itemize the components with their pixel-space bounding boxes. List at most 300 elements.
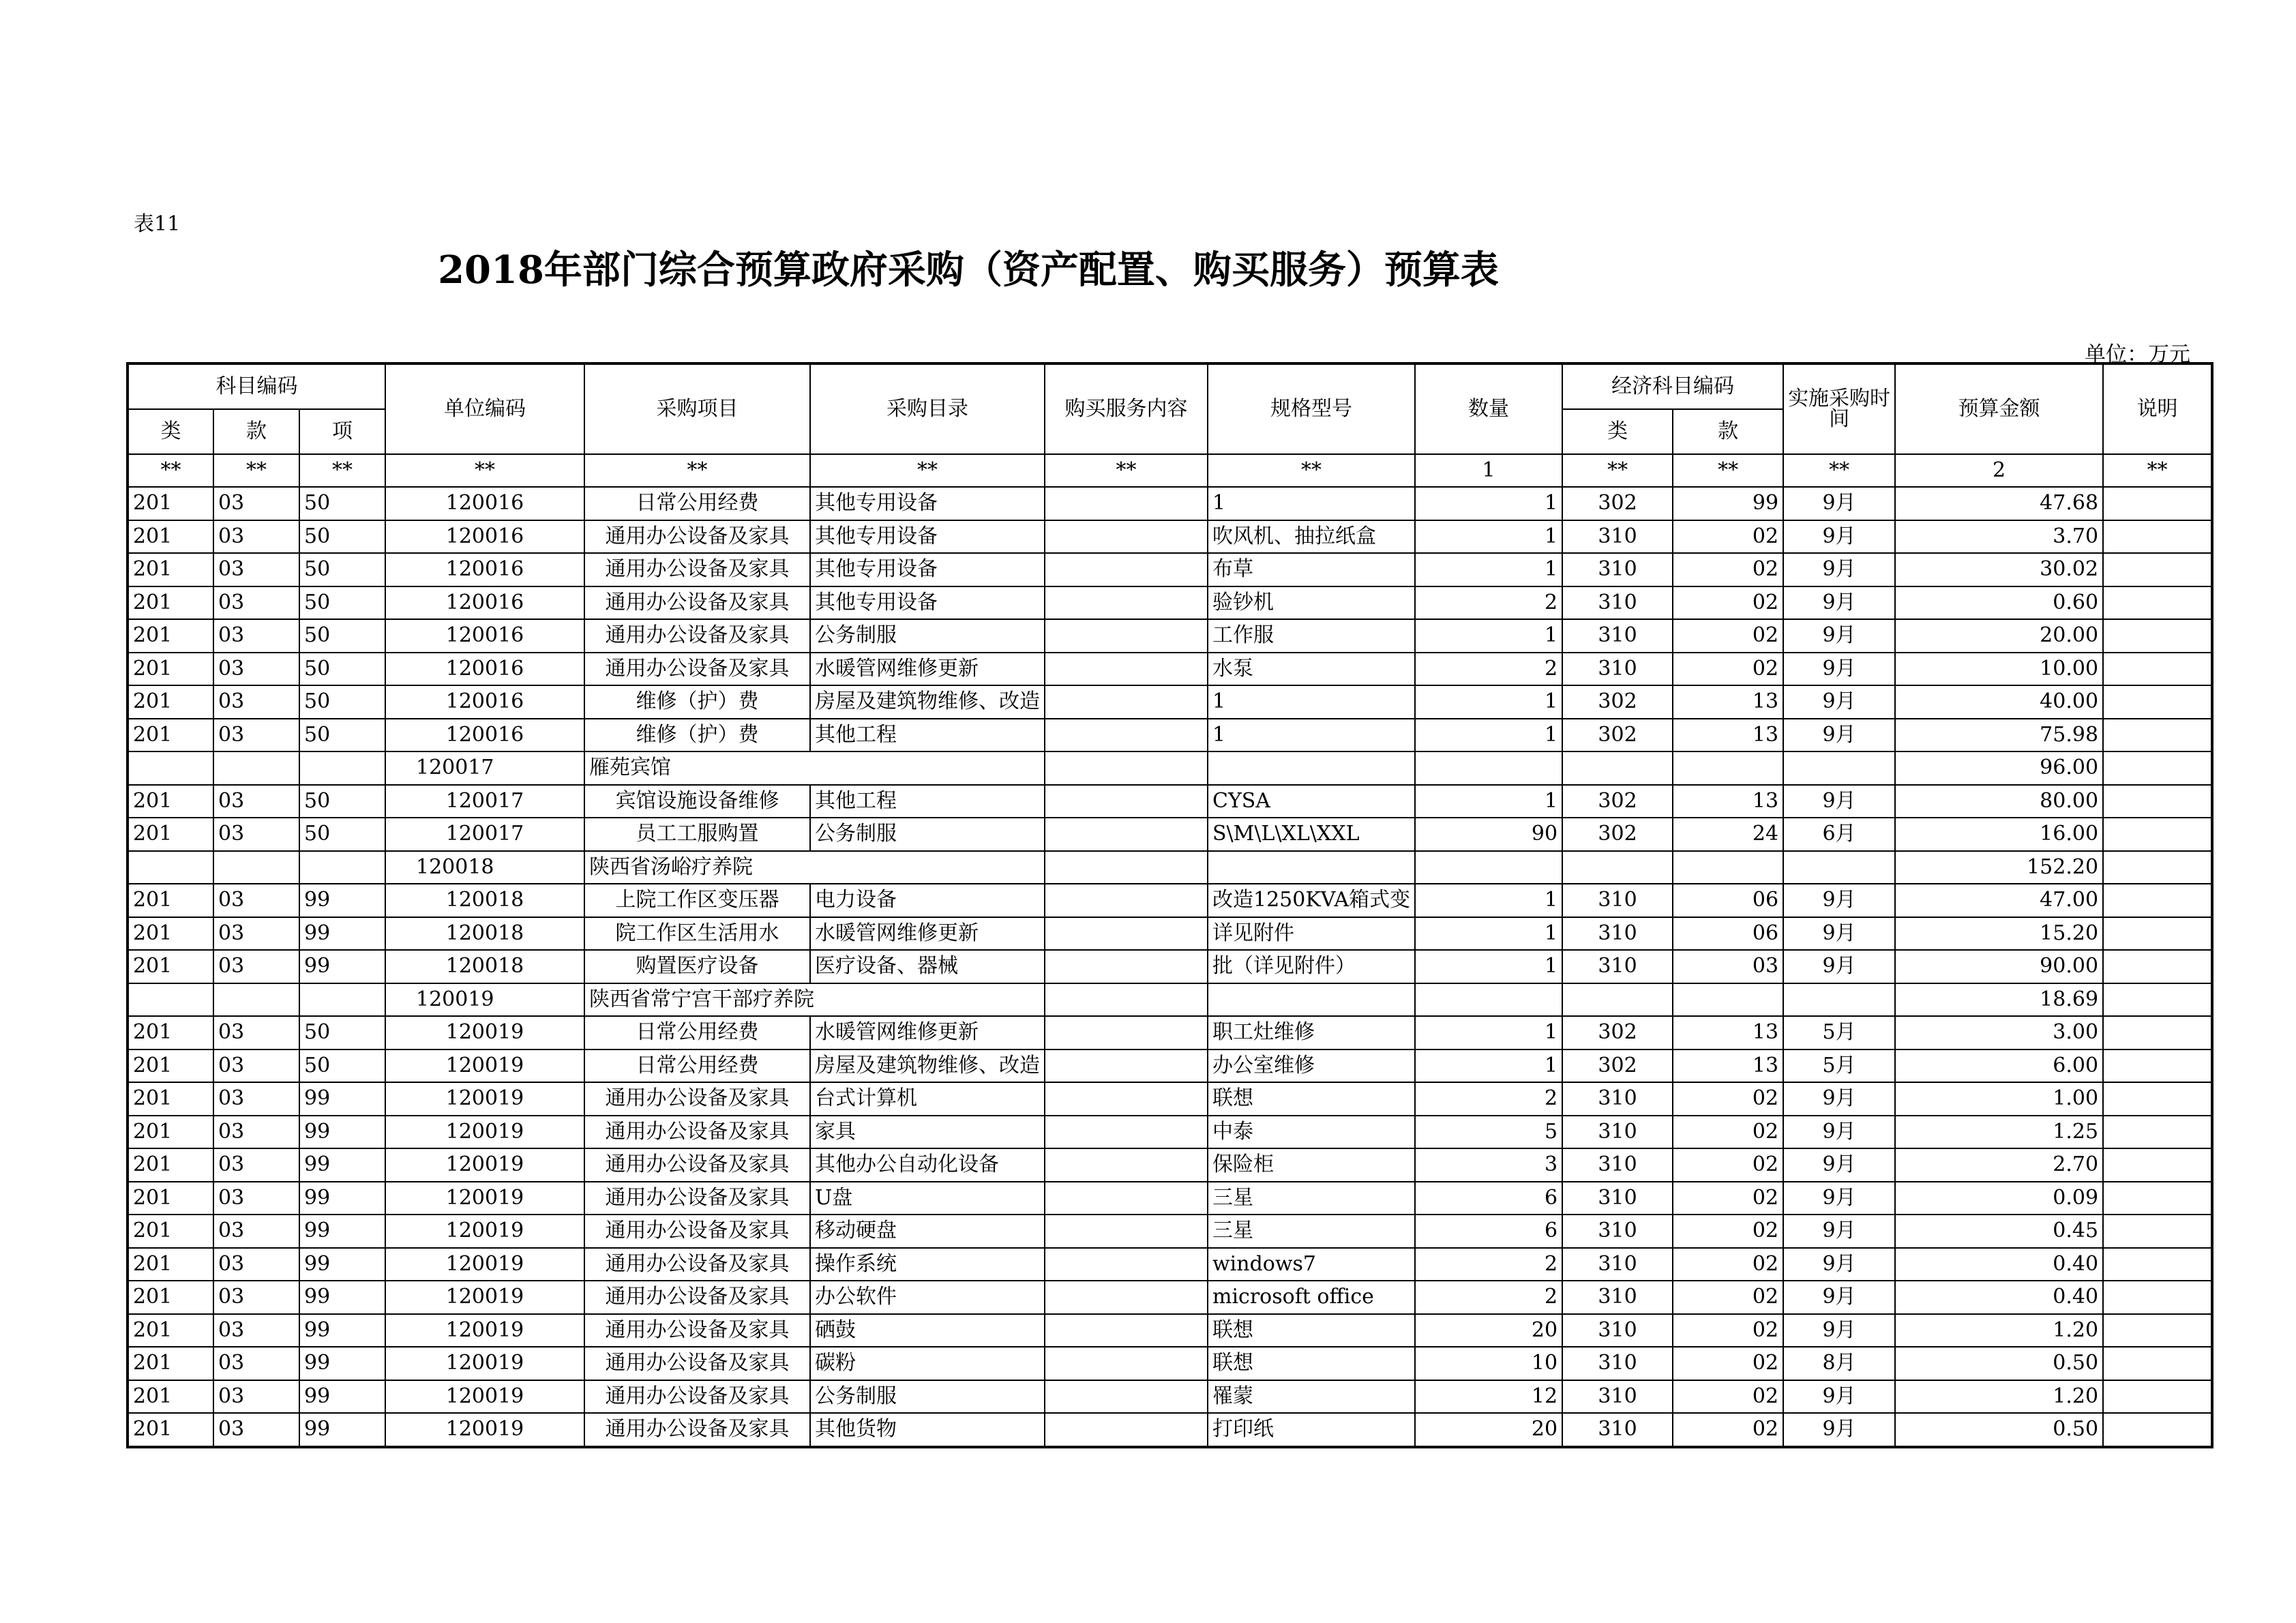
cell-xiang: 99	[299, 884, 385, 917]
cell-econ-lei: 310	[1562, 586, 1673, 620]
cell-kuan: 03	[213, 553, 299, 586]
cell-purchase-item: 通用办公设备及家具	[584, 1347, 810, 1380]
cell-budget-amount: 1.20	[1895, 1380, 2103, 1414]
marker-cell: **	[2103, 454, 2212, 487]
cell-empty	[128, 983, 213, 1017]
cell-spec-model: 办公室维修	[1208, 1049, 1415, 1083]
cell-xiang: 99	[299, 1215, 385, 1248]
cell-kuan: 03	[213, 719, 299, 752]
cell-service-content	[1045, 719, 1208, 752]
cell-spec-model: 水泵	[1208, 653, 1415, 686]
cell-lei: 201	[128, 1215, 213, 1248]
cell-purchase-catalog: 其他办公自动化设备	[810, 1148, 1045, 1182]
cell-implement-time: 9月	[1783, 520, 1895, 554]
group-unit-name: 陕西省汤峪疗养院	[584, 851, 1045, 884]
header-econ-lei: 类	[1562, 409, 1673, 454]
marker-row	[128, 454, 2212, 487]
cell-purchase-catalog: 水暖管网维修更新	[810, 653, 1045, 686]
cell-service-content	[1045, 653, 1208, 686]
cell-implement-time: 9月	[1783, 950, 1895, 983]
table-row	[128, 917, 2212, 951]
cell-quantity: 2	[1415, 586, 1562, 620]
cell-econ-lei: 310	[1562, 1182, 1673, 1215]
header-note: 说明	[2103, 363, 2212, 454]
cell-econ-kuan: 02	[1673, 1347, 1783, 1380]
cell-lei: 201	[128, 1049, 213, 1083]
cell-kuan: 03	[213, 1148, 299, 1182]
cell-purchase-item: 维修（护）费	[584, 719, 810, 752]
cell-budget-amount: 0.60	[1895, 586, 2103, 620]
cell-xiang: 99	[299, 1413, 385, 1447]
cell-service-content	[1045, 1082, 1208, 1116]
group-total-amount: 96.00	[1895, 751, 2103, 785]
cell-budget-amount: 0.40	[1895, 1281, 2103, 1314]
cell-xiang: 99	[299, 1182, 385, 1215]
cell-purchase-catalog: 电力设备	[810, 884, 1045, 917]
page-title: 2018年部门综合预算政府采购（资产配置、购买服务）预算表	[438, 248, 1499, 293]
cell-econ-lei: 302	[1562, 685, 1673, 719]
cell-service-content	[1045, 1016, 1208, 1049]
table-row	[128, 1248, 2212, 1281]
cell-service-content	[1045, 1314, 1208, 1347]
cell-spec-model: 中泰	[1208, 1116, 1415, 1149]
cell-econ-lei: 310	[1562, 950, 1673, 983]
cell-purchase-catalog: 水暖管网维修更新	[810, 1016, 1045, 1049]
cell-quantity: 1	[1415, 1016, 1562, 1049]
cell-empty	[1415, 851, 1562, 884]
header-xiang: 项	[299, 409, 385, 454]
cell-service-content	[1045, 1116, 1208, 1149]
cell-kuan: 03	[213, 1215, 299, 1248]
cell-purchase-item: 宾馆设施设备维修	[584, 785, 810, 818]
cell-econ-kuan: 02	[1673, 1248, 1783, 1281]
cell-unit-code: 120019	[385, 1347, 584, 1380]
table-row	[128, 487, 2212, 520]
cell-spec-model: 保险柜	[1208, 1148, 1415, 1182]
cell-xiang: 50	[299, 487, 385, 520]
cell-purchase-item: 通用办公设备及家具	[584, 1380, 810, 1414]
header-service-content: 购买服务内容	[1045, 363, 1208, 454]
cell-service-content	[1045, 950, 1208, 983]
cell-kuan: 03	[213, 1380, 299, 1414]
cell-lei: 201	[128, 1182, 213, 1215]
cell-quantity: 1	[1415, 917, 1562, 951]
cell-budget-amount: 1.25	[1895, 1116, 2103, 1149]
cell-purchase-item: 上院工作区变压器	[584, 884, 810, 917]
budget-table	[126, 362, 2213, 1448]
cell-purchase-item: 员工工服购置	[584, 818, 810, 851]
cell-kuan: 03	[213, 950, 299, 983]
cell-quantity: 6	[1415, 1215, 1562, 1248]
cell-empty	[2103, 983, 2212, 1017]
cell-econ-kuan: 02	[1673, 619, 1783, 653]
marker-cell: **	[128, 454, 213, 487]
cell-quantity: 1	[1415, 719, 1562, 752]
cell-econ-kuan: 02	[1673, 1148, 1783, 1182]
cell-econ-lei: 310	[1562, 1248, 1673, 1281]
cell-xiang: 50	[299, 553, 385, 586]
cell-unit-code: 120016	[385, 619, 584, 653]
group-unit-code: 120019	[385, 983, 584, 1017]
cell-note	[2103, 1248, 2212, 1281]
cell-purchase-catalog: 其他工程	[810, 719, 1045, 752]
cell-note	[2103, 520, 2212, 554]
group-total-amount: 18.69	[1895, 983, 2103, 1017]
cell-service-content	[1045, 685, 1208, 719]
cell-econ-kuan: 02	[1673, 1281, 1783, 1314]
cell-note	[2103, 1281, 2212, 1314]
cell-unit-code: 120018	[385, 950, 584, 983]
cell-lei: 201	[128, 950, 213, 983]
cell-purchase-catalog: 水暖管网维修更新	[810, 917, 1045, 951]
cell-econ-lei: 310	[1562, 1380, 1673, 1414]
cell-purchase-catalog: 医疗设备、器械	[810, 950, 1045, 983]
marker-cell: **	[1783, 454, 1895, 487]
table-row	[128, 1148, 2212, 1182]
cell-purchase-item: 通用办公设备及家具	[584, 1082, 810, 1116]
cell-spec-model: 罹蒙	[1208, 1380, 1415, 1414]
header-econ-code: 经济科目编码	[1562, 363, 1783, 409]
cell-note	[2103, 785, 2212, 818]
cell-budget-amount: 3.00	[1895, 1016, 2103, 1049]
cell-empty	[299, 851, 385, 884]
cell-econ-kuan: 02	[1673, 653, 1783, 686]
cell-note	[2103, 1116, 2212, 1149]
cell-kuan: 03	[213, 1248, 299, 1281]
cell-econ-lei: 302	[1562, 719, 1673, 752]
cell-empty	[1045, 751, 1208, 785]
cell-kuan: 03	[213, 487, 299, 520]
cell-quantity: 2	[1415, 653, 1562, 686]
cell-purchase-item: 日常公用经费	[584, 1016, 810, 1049]
cell-unit-code: 120018	[385, 917, 584, 951]
cell-lei: 201	[128, 586, 213, 620]
header-budget-amount: 预算金额	[1895, 363, 2103, 454]
cell-quantity: 6	[1415, 1182, 1562, 1215]
cell-econ-kuan: 24	[1673, 818, 1783, 851]
cell-budget-amount: 3.70	[1895, 520, 2103, 554]
cell-econ-kuan: 02	[1673, 1082, 1783, 1116]
cell-quantity: 2	[1415, 1082, 1562, 1116]
cell-note	[2103, 719, 2212, 752]
cell-purchase-catalog: U盘	[810, 1182, 1045, 1215]
table-row	[128, 619, 2212, 653]
cell-service-content	[1045, 1148, 1208, 1182]
cell-xiang: 99	[299, 1116, 385, 1149]
cell-kuan: 03	[213, 1116, 299, 1149]
marker-cell: **	[299, 454, 385, 487]
marker-cell: **	[1045, 454, 1208, 487]
cell-lei: 201	[128, 1082, 213, 1116]
cell-purchase-item: 通用办公设备及家具	[584, 586, 810, 620]
table-row	[128, 1347, 2212, 1380]
cell-service-content	[1045, 619, 1208, 653]
cell-kuan: 03	[213, 1413, 299, 1447]
cell-purchase-catalog: 硒鼓	[810, 1314, 1045, 1347]
cell-note	[2103, 653, 2212, 686]
marker-cell: **	[385, 454, 584, 487]
marker-cell: **	[810, 454, 1045, 487]
cell-purchase-item: 通用办公设备及家具	[584, 1314, 810, 1347]
cell-service-content	[1045, 487, 1208, 520]
cell-empty	[1562, 851, 1673, 884]
table-row	[128, 586, 2212, 620]
cell-note	[2103, 1347, 2212, 1380]
cell-empty	[1208, 751, 1415, 785]
header-subject-code: 科目编码	[128, 363, 385, 409]
cell-econ-lei: 310	[1562, 653, 1673, 686]
cell-kuan: 03	[213, 586, 299, 620]
cell-lei: 201	[128, 553, 213, 586]
cell-kuan: 03	[213, 1314, 299, 1347]
cell-note	[2103, 1016, 2212, 1049]
cell-lei: 201	[128, 719, 213, 752]
cell-empty	[213, 751, 299, 785]
cell-purchase-item: 通用办公设备及家具	[584, 1182, 810, 1215]
cell-empty	[1783, 751, 1895, 785]
cell-lei: 201	[128, 1281, 213, 1314]
cell-quantity: 1	[1415, 487, 1562, 520]
header-spec-model: 规格型号	[1208, 363, 1415, 454]
cell-implement-time: 9月	[1783, 1281, 1895, 1314]
cell-unit-code: 120019	[385, 1148, 584, 1182]
cell-purchase-catalog: 其他货物	[810, 1413, 1045, 1447]
cell-econ-kuan: 02	[1673, 553, 1783, 586]
cell-budget-amount: 80.00	[1895, 785, 2103, 818]
cell-purchase-item: 通用办公设备及家具	[584, 1248, 810, 1281]
header-quantity: 数量	[1415, 363, 1562, 454]
cell-budget-amount: 6.00	[1895, 1049, 2103, 1083]
cell-spec-model: 1	[1208, 719, 1415, 752]
cell-empty	[299, 751, 385, 785]
cell-kuan: 03	[213, 785, 299, 818]
cell-implement-time: 9月	[1783, 586, 1895, 620]
cell-econ-lei: 310	[1562, 1215, 1673, 1248]
cell-quantity: 1	[1415, 619, 1562, 653]
cell-implement-time: 9月	[1783, 1116, 1895, 1149]
cell-note	[2103, 1182, 2212, 1215]
cell-note	[2103, 553, 2212, 586]
cell-budget-amount: 0.50	[1895, 1347, 2103, 1380]
cell-implement-time: 9月	[1783, 1380, 1895, 1414]
cell-empty	[213, 983, 299, 1017]
cell-econ-lei: 302	[1562, 487, 1673, 520]
header-purchase-catalog: 采购目录	[810, 363, 1045, 454]
cell-purchase-item: 通用办公设备及家具	[584, 653, 810, 686]
cell-empty	[1673, 983, 1783, 1017]
cell-spec-model: 1	[1208, 685, 1415, 719]
cell-budget-amount: 40.00	[1895, 685, 2103, 719]
cell-econ-kuan: 03	[1673, 950, 1783, 983]
cell-budget-amount: 15.20	[1895, 917, 2103, 951]
cell-xiang: 50	[299, 818, 385, 851]
marker-cell: 1	[1415, 454, 1562, 487]
cell-budget-amount: 20.00	[1895, 619, 2103, 653]
cell-note	[2103, 586, 2212, 620]
table-row	[128, 884, 2212, 917]
cell-service-content	[1045, 785, 1208, 818]
header-implement-time: 实施采购时间	[1783, 363, 1895, 454]
cell-service-content	[1045, 1413, 1208, 1447]
cell-econ-kuan: 13	[1673, 785, 1783, 818]
group-total-amount: 152.20	[1895, 851, 2103, 884]
cell-spec-model: 打印纸	[1208, 1413, 1415, 1447]
cell-purchase-item: 通用办公设备及家具	[584, 1413, 810, 1447]
cell-kuan: 03	[213, 818, 299, 851]
cell-note	[2103, 1380, 2212, 1414]
cell-kuan: 03	[213, 1016, 299, 1049]
cell-purchase-item: 通用办公设备及家具	[584, 1148, 810, 1182]
cell-budget-amount: 90.00	[1895, 950, 2103, 983]
cell-kuan: 03	[213, 653, 299, 686]
cell-econ-lei: 310	[1562, 1413, 1673, 1447]
cell-econ-kuan: 06	[1673, 917, 1783, 951]
table-row	[128, 1380, 2212, 1414]
cell-lei: 201	[128, 1413, 213, 1447]
cell-unit-code: 120019	[385, 1413, 584, 1447]
cell-purchase-catalog: 其他专用设备	[810, 586, 1045, 620]
cell-purchase-catalog: 房屋及建筑物维修、改造	[810, 685, 1045, 719]
cell-quantity: 20	[1415, 1413, 1562, 1447]
cell-quantity: 1	[1415, 785, 1562, 818]
table-row	[128, 520, 2212, 554]
cell-budget-amount: 47.68	[1895, 487, 2103, 520]
cell-implement-time: 9月	[1783, 1082, 1895, 1116]
cell-lei: 201	[128, 1016, 213, 1049]
cell-service-content	[1045, 818, 1208, 851]
cell-spec-model: 联想	[1208, 1314, 1415, 1347]
cell-xiang: 99	[299, 1082, 385, 1116]
cell-kuan: 03	[213, 685, 299, 719]
header-lei: 类	[128, 409, 213, 454]
cell-quantity: 3	[1415, 1148, 1562, 1182]
cell-econ-kuan: 02	[1673, 1215, 1783, 1248]
cell-econ-lei: 310	[1562, 1082, 1673, 1116]
cell-unit-code: 120019	[385, 1380, 584, 1414]
cell-implement-time: 9月	[1783, 1148, 1895, 1182]
cell-empty	[1045, 983, 1208, 1017]
cell-note	[2103, 1413, 2212, 1447]
cell-unit-code: 120017	[385, 785, 584, 818]
cell-empty	[128, 751, 213, 785]
cell-empty	[1208, 851, 1415, 884]
cell-service-content	[1045, 1248, 1208, 1281]
marker-cell: **	[213, 454, 299, 487]
cell-xiang: 50	[299, 1049, 385, 1083]
cell-unit-code: 120019	[385, 1314, 584, 1347]
table-row	[128, 1182, 2212, 1215]
group-row	[128, 751, 2212, 785]
cell-econ-kuan: 06	[1673, 884, 1783, 917]
table-row	[128, 1413, 2212, 1447]
marker-cell: 2	[1895, 454, 2103, 487]
table-row	[128, 818, 2212, 851]
cell-budget-amount: 0.40	[1895, 1248, 2103, 1281]
header-kuan: 款	[213, 409, 299, 454]
cell-spec-model: 1	[1208, 487, 1415, 520]
cell-service-content	[1045, 1347, 1208, 1380]
cell-quantity: 5	[1415, 1116, 1562, 1149]
cell-implement-time: 9月	[1783, 884, 1895, 917]
cell-lei: 201	[128, 1148, 213, 1182]
cell-lei: 201	[128, 1380, 213, 1414]
cell-note	[2103, 1049, 2212, 1083]
cell-empty	[1783, 983, 1895, 1017]
cell-lei: 201	[128, 785, 213, 818]
cell-implement-time: 9月	[1783, 1248, 1895, 1281]
cell-service-content	[1045, 553, 1208, 586]
cell-xiang: 50	[299, 653, 385, 686]
cell-econ-kuan: 02	[1673, 1314, 1783, 1347]
cell-lei: 201	[128, 487, 213, 520]
cell-empty	[1673, 851, 1783, 884]
cell-econ-lei: 310	[1562, 917, 1673, 951]
cell-implement-time: 8月	[1783, 1347, 1895, 1380]
cell-quantity: 1	[1415, 950, 1562, 983]
cell-empty	[1562, 751, 1673, 785]
cell-empty	[213, 851, 299, 884]
cell-budget-amount: 75.98	[1895, 719, 2103, 752]
cell-econ-kuan: 13	[1673, 719, 1783, 752]
cell-unit-code: 120016	[385, 653, 584, 686]
cell-econ-kuan: 02	[1673, 1182, 1783, 1215]
cell-purchase-catalog: 碳粉	[810, 1347, 1045, 1380]
cell-unit-code: 120019	[385, 1116, 584, 1149]
cell-empty	[1415, 751, 1562, 785]
cell-xiang: 50	[299, 619, 385, 653]
cell-unit-code: 120017	[385, 818, 584, 851]
cell-econ-lei: 310	[1562, 553, 1673, 586]
cell-purchase-item: 日常公用经费	[584, 487, 810, 520]
group-unit-code: 120018	[385, 851, 584, 884]
cell-econ-lei: 310	[1562, 1148, 1673, 1182]
cell-kuan: 03	[213, 1082, 299, 1116]
cell-budget-amount: 16.00	[1895, 818, 2103, 851]
cell-implement-time: 9月	[1783, 785, 1895, 818]
cell-spec-model: 验钞机	[1208, 586, 1415, 620]
cell-econ-kuan: 02	[1673, 586, 1783, 620]
cell-lei: 201	[128, 917, 213, 951]
cell-quantity: 2	[1415, 1281, 1562, 1314]
header-econ-kuan: 款	[1673, 409, 1783, 454]
cell-xiang: 99	[299, 1248, 385, 1281]
group-row	[128, 983, 2212, 1017]
cell-econ-kuan: 13	[1673, 1049, 1783, 1083]
cell-quantity: 10	[1415, 1347, 1562, 1380]
cell-xiang: 50	[299, 520, 385, 554]
group-row	[128, 851, 2212, 884]
cell-unit-code: 120019	[385, 1281, 584, 1314]
table-row	[128, 1215, 2212, 1248]
cell-xiang: 50	[299, 719, 385, 752]
cell-purchase-catalog: 其他专用设备	[810, 520, 1045, 554]
cell-quantity: 1	[1415, 1049, 1562, 1083]
cell-service-content	[1045, 1182, 1208, 1215]
cell-empty	[2103, 751, 2212, 785]
cell-purchase-catalog: 台式计算机	[810, 1082, 1045, 1116]
cell-purchase-catalog: 家具	[810, 1116, 1045, 1149]
header-unit-code: 单位编码	[385, 363, 584, 454]
cell-spec-model: 三星	[1208, 1215, 1415, 1248]
cell-econ-kuan: 02	[1673, 1116, 1783, 1149]
cell-xiang: 99	[299, 1380, 385, 1414]
cell-econ-lei: 302	[1562, 1049, 1673, 1083]
cell-xiang: 50	[299, 685, 385, 719]
cell-quantity: 2	[1415, 1248, 1562, 1281]
cell-implement-time: 9月	[1783, 487, 1895, 520]
cell-service-content	[1045, 884, 1208, 917]
cell-econ-kuan: 99	[1673, 487, 1783, 520]
